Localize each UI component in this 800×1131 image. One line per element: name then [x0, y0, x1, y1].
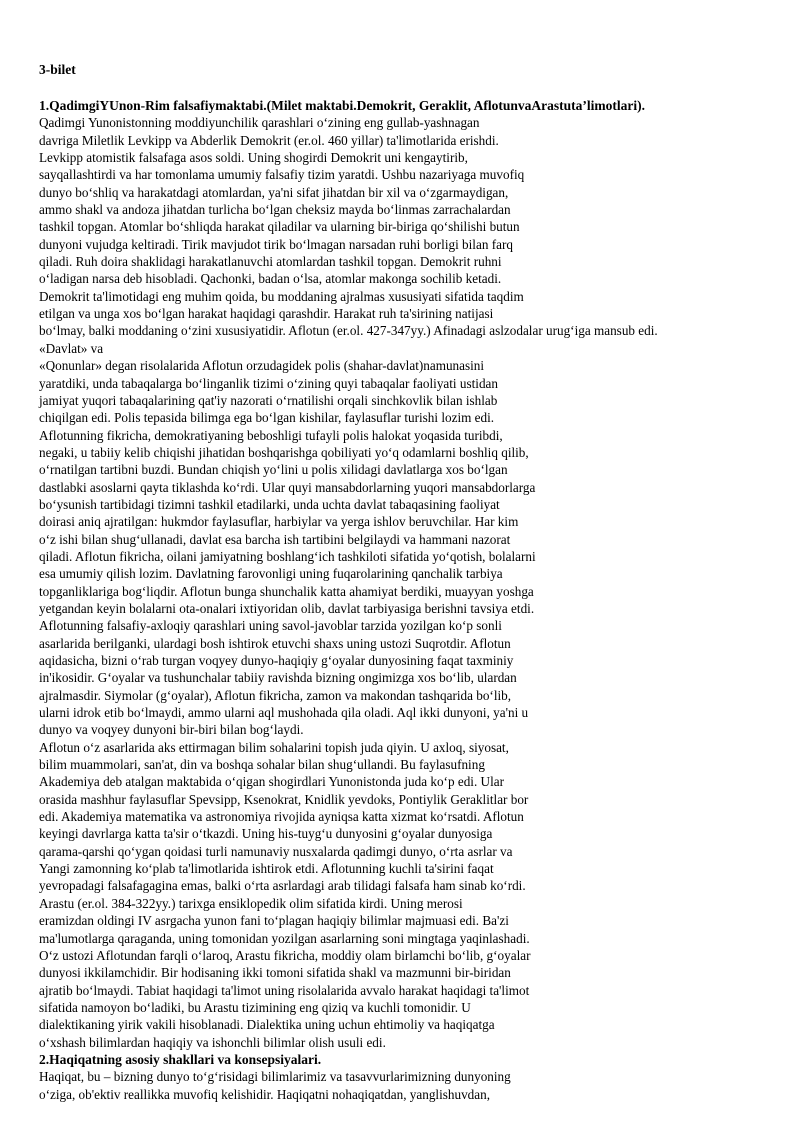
- text-line: Qadimgi Yunonistonning moddiyunchilik qarashlari o‘zining eng gullab-yashnagan: [39, 115, 480, 131]
- section-heading: 1.QadimgiYUnon-Rim falsafiymaktabi.(Milet maktabi.Demokrit, Geraklit, AflotunvaArastuta’limotlari).: [39, 98, 645, 113]
- text-line: tashkil topgan. Atomlar bo‘shliqda harakat qiladilar va ularning bir-biriga qo‘shilishi butun: [39, 219, 520, 235]
- text-line: Levkipp atomistik falsafaga asos soldi. Uning shogirdi Demokrit uni kengaytirib,: [39, 150, 468, 166]
- section-heading: 2.Haqiqatning asosiy shakllari va konsepsiyalari.: [39, 1051, 322, 1067]
- text-line: qarama-qarshi qo‘ygan qoidasi turli namunaviy nusxalarda qadimgi dunyo, o‘rta asrlar va: [39, 843, 513, 859]
- text-line: dunyo bo‘shliq va harakatdagi atomlardan, ya'ni sifat jihatdan bir xil va o‘zgarmaydigan,: [39, 184, 509, 200]
- text-line: davriga Miletlik Levkipp va Abderlik Demokrit (er.ol. 460 yillar) ta'limotlarida erishdi.: [39, 132, 499, 148]
- text-line: bilim muammolari, san'at, din va boshqa sohalar bilan shug‘ullandi. Bu faylasufning: [39, 757, 485, 773]
- text-line: ajratib bo‘lmaydi. Tabiat haqidagi ta'limot uning risolalarida avvalo harakat haqidagi ta'limot: [39, 982, 530, 998]
- text-line: ammo shakl va andoza jihatdan turlicha bo‘lgan cheksiz mayda bo‘linmas zarrachalardan: [39, 202, 511, 218]
- text-line: esa umumiy qilish lozim. Davlatning farovonligi uning fuqarolarining qanchalik tarbiya: [39, 566, 503, 582]
- text-line: o‘xshash bilimlardan haqiqiy va ishonchli bilimlar olish usuli edi.: [39, 1034, 386, 1050]
- text-line: dialektikaning yirik vakili hisoblanadi. Dialektika uning uchun ehtimoliy va haqiqatga: [39, 1017, 495, 1033]
- text-line: keyingi davrlarga katta ta'sir o‘tkazdi. Uning his-tuyg‘u dunyosini g‘oyalar dunyosiga: [39, 826, 493, 842]
- text-line: jamiyat yuqori tabaqalarining qat'iy nazorati o‘rnatilishi orqali sinchkovlik bilan ishlab: [39, 392, 498, 408]
- text-line: Yangi zamonning ko‘plab ta'limotlarida ishtirok etdi. Aflotunning kuchli ta'sirini faqat: [39, 861, 494, 877]
- text-line: o‘ladigan narsa deb hisobladi. Qachonki, badan o‘lsa, atomlar makonga sochilib ketadi.: [39, 271, 502, 287]
- text-line: asarlarida berilganki, ulardagi bosh ishtirok etuvchi shaxs uning ustozi Suqrotdir. Aflotun: [39, 635, 511, 651]
- text-line: dunyo va voqyey dunyoni bir-biri bilan bog‘laydi.: [39, 722, 304, 738]
- text-line: Aflotun o‘z asarlarida aks ettirmagan bilim sohalarini topish juda qiyin. U axloq, siyosat,: [39, 739, 509, 755]
- document-body: [39, 97, 779, 1103]
- text-line: chiqilgan edi. Polis tepasida bilimga ega bo‘lgan kishilar, faylasuflar turishi lozim edi.: [39, 410, 495, 426]
- text-line: o‘rnatilgan tartibni buzdi. Bundan chiqish yo‘lini u polis xilidagi davlatlarga xos bo‘lgan: [39, 462, 508, 478]
- text-line: o‘ziga, ob'ektiv reallikka muvofiq kelishidir. Haqiqatni nohaqiqatdan, yanglishuvdan,: [39, 1086, 491, 1102]
- text-line: dastlabki asoslarni qayta tiklashda ko‘rdi. Ular quyi mansabdorlarning yuqori mansabdorlarga: [39, 479, 536, 495]
- text-line: ma'lumotlarga qaraganda, uning tomonidan yozilgan asarlarning soni mingtaga yaqinlashadi.: [39, 930, 530, 946]
- text-line: doirasi aniq ajratilgan: hukmdor faylasuflar, harbiylar va yerga ishlov beruvchilar. Har kim: [39, 514, 519, 530]
- text-line: aqidasicha, bizni o‘rab turgan voqyey dunyo-haqiqiy g‘oyalar dunyosining faqat taxminiy: [39, 653, 514, 668]
- text-line: Aflotunning fikricha, demokratiyaning beboshligi tufayli polis halokat yoqasida turibdi,: [39, 427, 503, 443]
- text-line: ularni idrok etib bo‘lmaydi, ammo ularni aql mushohada qila oladi. Aql ikki dunyoni, ya'ni u: [39, 705, 529, 721]
- text-line: yaratdiki, unda tabaqalarga bo‘linganlik tizimi o‘zining quyi tabaqalar faoliyati ustidan: [39, 375, 498, 391]
- text-line: o‘z ishi bilan shug‘ullanadi, davlat esa barcha ish tartibini belgilaydi va hammani nazorat: [39, 531, 511, 547]
- text-line: «Davlat» va: [39, 340, 104, 356]
- text-line: ajralmasdir. Siymolar (g‘oyalar), Aflotun fikricha, zamon va makondan tashqarida bo‘lib,: [39, 687, 512, 703]
- text-line: qiladi. Aflotun fikricha, oilani jamiyatning boshlang‘ich tashkiloti sifatida yo‘qotish, bolalarni: [39, 548, 536, 564]
- text-line: Demokrit ta'limotidagi eng muhim qoida, bu moddaning ajralmas xususiyati sifatida taqdim: [39, 288, 524, 304]
- text-line: O‘z ustozi Aflotundan farqli o‘laroq, Arastu fikricha, moddiy olam birlamchi bo‘lib, g‘oyalar: [39, 947, 531, 963]
- text-line: eramizdan oldingi IV asrgacha yunon fani to‘plagan haqiqiy bilimlar majmuasi edi. Ba'zi: [39, 913, 509, 929]
- text-line: yevropadagi falsafagagina emas, balki o‘rta asrlardagi arab tilidagi falsafa ham sinab ko‘rdi.: [39, 878, 526, 894]
- text-line: etilgan va unga xos bo‘lgan harakat haqidagi qarashdir. Harakat ruh ta'sirining natijasi: [39, 306, 494, 322]
- text-line: Haqiqat, bu – bizning dunyo to‘g‘risidagi bilimlarimiz va tasavvurlarimizning dunyoning: [39, 1069, 511, 1085]
- text-line: dunyosi ikkilamchidir. Bir hodisaning ikki tomoni sifatida shakl va mazmunni bir-biridan: [39, 965, 511, 981]
- text-line: qiladi. Ruh doira shaklidagi harakatlanuvchi atomlardan tashkil topgan. Demokrit ruhni: [39, 254, 502, 270]
- text-line: yetgandan keyin bolalarni ota-onalari ixtiyoridan olib, davlat tarbiyasiga berishni tavsiya etdi.: [39, 600, 535, 616]
- text-line: Akademiya deb atalgan maktabida o‘qigan shogirdlari Yunonistonda juda ko‘p edi. Ular: [39, 774, 504, 790]
- text-line: orasida mashhur faylasuflar Spevsipp, Ksenokrat, Knidlik yevdoks, Pontiylik Geraklitlar bor: [39, 791, 529, 807]
- text-line: topganliklariga bog‘liqdir. Aflotun bunga shunchalik katta ahamiyat berdiki, muayyan yoshga: [39, 583, 534, 599]
- text-line: negaki, u tabiiy kelib chiqishi jihatidan boshqarishga qobiliyati yo‘q odamlarni boshliq qilib,: [39, 444, 529, 460]
- text-line: Arastu (er.ol. 384-322yy.) tarixga ensiklopedik olim sifatida kirdi. Uning merosi: [39, 895, 463, 911]
- ticket-title: 3-bilet: [39, 62, 76, 77]
- text-line: bo‘ysunish tartibidagi tizimni tashkil etadilarki, unda uchta davlat tabaqasining faoliyat: [39, 496, 500, 512]
- text-line: dunyoni vujudga keltiradi. Tirik mavjudot tirik bo‘lmagan narsadan ruhi borligi bilan farq: [39, 236, 513, 252]
- text-line: bo‘lmay, balki moddaning o‘zini xususiyatidir. Aflotun (er.ol. 427-347yy.) Afinadagi aslzodalar urug‘iga mansub edi.: [39, 323, 658, 339]
- text-line: sifatida namoyon bo‘ladiki, bu Arastu tizimining eng qiziq va kuchli tomonidir. U: [39, 999, 471, 1015]
- text-line: sayqallashtirdi va har tomonlama umumiy falsafiy tizim yaratdi. Ushbu nazariyaga muvofiq: [39, 167, 525, 183]
- text-line: in'ikosidir. G‘oyalar va tushunchalar tabiiy ravishda bizning ongimizga xos bo‘lib, ulardan: [39, 670, 517, 686]
- text-line: edi. Akademiya matematika va astronomiya rivojida ayniqsa katta xizmat ko‘rsatdi. Aflotun: [39, 809, 524, 825]
- text-line: Aflotunning falsafiy-axloqiy qarashlari uning savol-javoblar tarzida yozilgan ko‘p sonli: [39, 618, 502, 634]
- text-line: «Qonunlar» degan risolalarida Aflotun orzudagidek polis (shahar-davlat)namunasini: [39, 358, 485, 374]
